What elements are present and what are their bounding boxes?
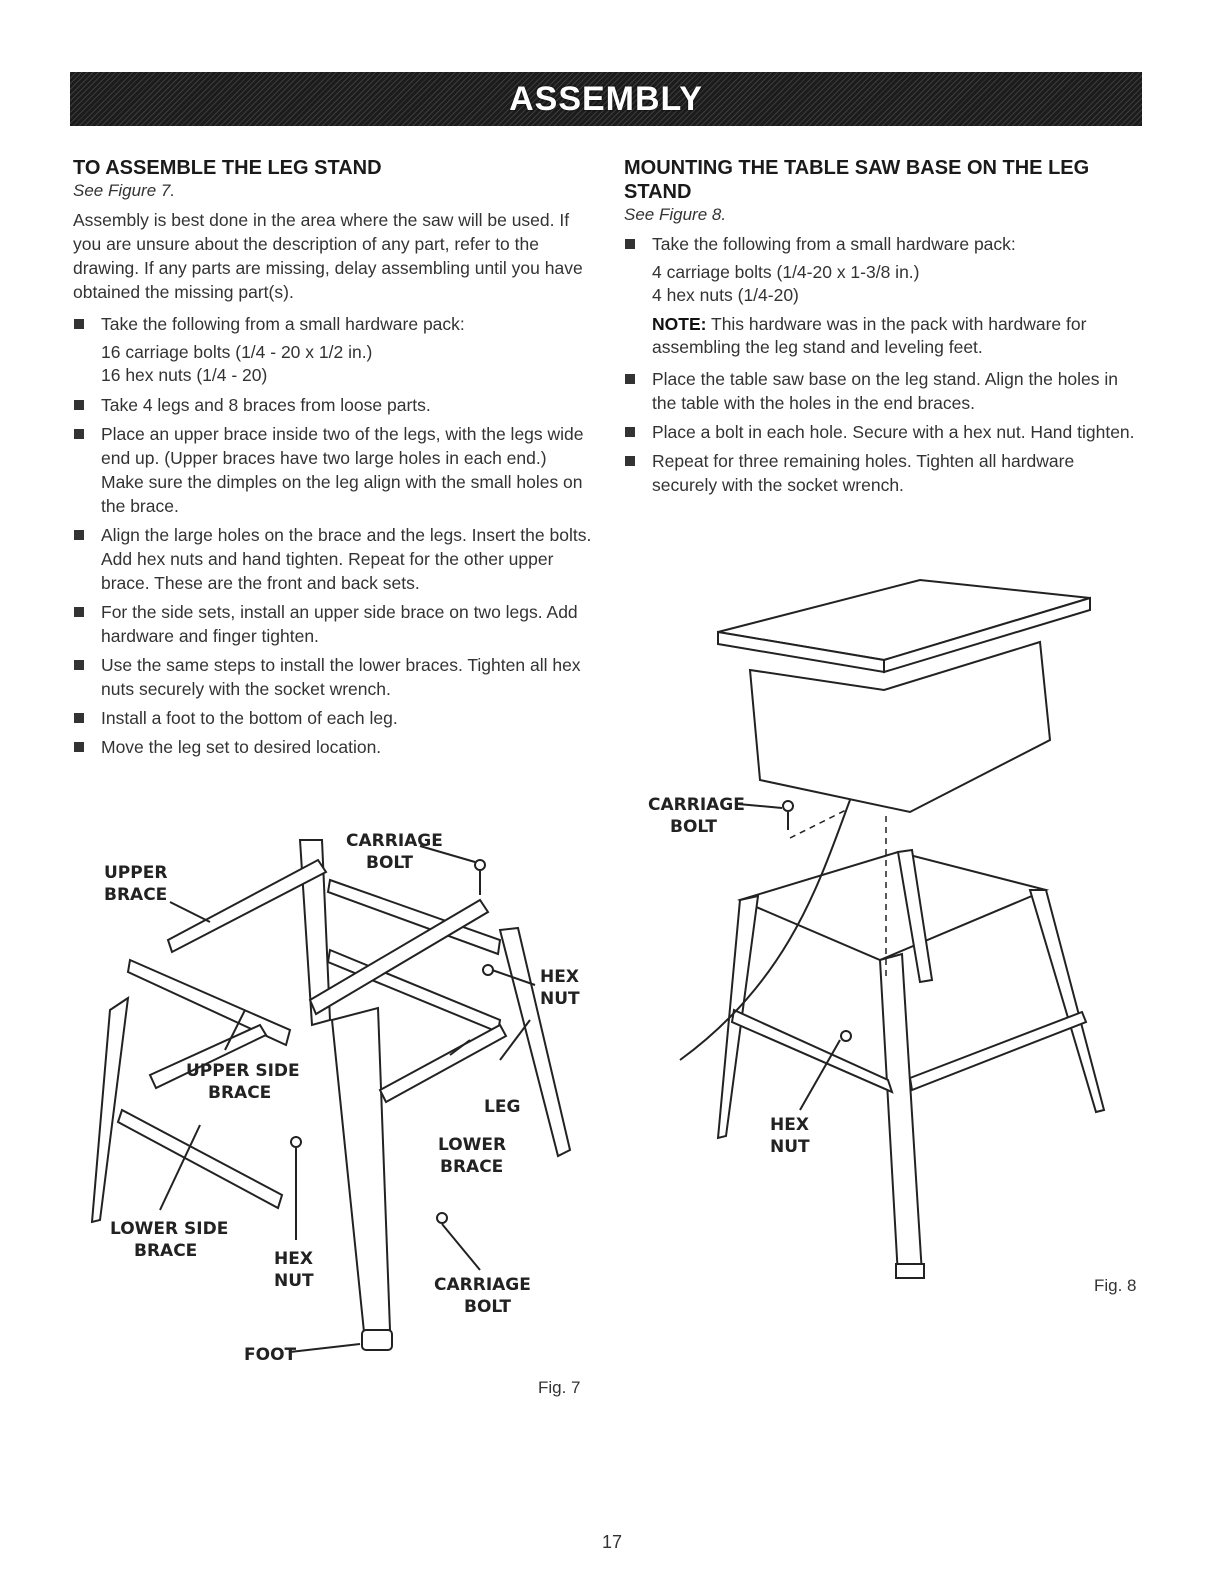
- stand-lower-brace-left: [732, 1010, 892, 1092]
- mount-step-4: Repeat for three remaining holes. Tighten all hardware securely with the socket wrench.: [624, 449, 1144, 497]
- leg-step-8: Move the leg set to desired location.: [73, 735, 593, 759]
- leader-foot: [290, 1344, 360, 1352]
- label-lower: LOWER: [438, 1135, 507, 1155]
- leg-hardware-bolts: 16 carriage bolts (1/4 - 20 x 1/2 in.): [101, 342, 373, 362]
- leg-step-2: Take 4 legs and 8 braces from loose parts.: [73, 393, 593, 417]
- see-figure-8: See Figure 8.: [624, 205, 727, 224]
- mount-note: [624, 313, 1144, 359]
- mounting-steps-cont: [624, 367, 1144, 497]
- mount-hardware-list: [624, 261, 1144, 307]
- upper-brace-part: [168, 860, 326, 952]
- label-bolt-2: BOLT: [464, 1297, 512, 1317]
- label-brace: BRACE: [104, 885, 168, 905]
- figure-8-mounting-diagram: [640, 560, 1160, 1300]
- carriage-bolt-part-2: [437, 1213, 447, 1223]
- mount-step-3: Place a bolt in each hole. Secure with a hex nut. Hand tighten.: [624, 420, 1144, 444]
- mount-step-2: Place the table saw base on the leg stand. Align the holes in the table with the holes in the end braces.: [624, 367, 1144, 415]
- leader-leg: [500, 1020, 530, 1060]
- mount-step-1: Take the following from a small hardware pack:: [624, 232, 1144, 256]
- leg-stand-intro: Assembly is best done in the area where the saw will be used. If you are unsure about the description of any part, refer to the drawing. If any parts are missing, delay assembling until you have obtained the missing part(s).: [73, 210, 583, 302]
- leg-front: [332, 1008, 390, 1332]
- label-hex: HEX: [540, 967, 579, 987]
- see-figure-7: See Figure 7.: [73, 181, 176, 200]
- leg-stand-section: [73, 156, 593, 764]
- figure-7-leg-stand-diagram: [60, 820, 620, 1380]
- label-upper-side: UPPER SIDE: [186, 1061, 300, 1081]
- leader-upper-brace: [170, 902, 210, 922]
- label-foot: FOOT: [244, 1345, 297, 1365]
- page-number: 17: [601, 1532, 623, 1552]
- mounting-section: [624, 156, 1144, 502]
- stand-leg-right: [1030, 890, 1104, 1112]
- stand-leg-front: [880, 954, 922, 1276]
- mount-hardware-nuts: 4 hex nuts (1/4-20): [652, 285, 799, 305]
- label-carriage: CARRIAGE: [346, 831, 443, 851]
- lower-side-brace-part: [118, 1110, 282, 1208]
- label-hex-2: HEX: [274, 1249, 313, 1269]
- foot-part: [362, 1330, 392, 1350]
- leg-back-right: [500, 928, 570, 1156]
- stand-lower-brace-right: [910, 1012, 1086, 1090]
- label-upper-side-brace: BRACE: [208, 1083, 272, 1103]
- label-lower-side: LOWER SIDE: [110, 1219, 229, 1239]
- mount-hardware-bolts: 4 carriage bolts (1/4-20 x 1-3/8 in.): [652, 262, 920, 282]
- lower-front-brace-part: [380, 1025, 506, 1102]
- leg-step-3: Place an upper brace inside two of the legs, with the legs wide end up. (Upper braces have two large holes in each end.) Make sure the dimples on the leg align with the small holes on the brace.: [73, 422, 593, 518]
- hex-nut-part: [483, 965, 493, 975]
- leg-stand-heading: TO ASSEMBLE THE LEG STAND: [73, 157, 382, 179]
- leg-hardware-list: [73, 341, 593, 387]
- figure-8-caption: Fig. 8: [1094, 1276, 1137, 1295]
- label-nut: NUT: [540, 989, 580, 1009]
- leg-step-6: Use the same steps to install the lower braces. Tighten all hex nuts securely with the socket wrench.: [73, 653, 593, 701]
- leader-carriage-bolt-2: [442, 1224, 480, 1270]
- label-lower-side-brace: BRACE: [134, 1241, 198, 1261]
- front-upper-brace-part: [128, 960, 290, 1045]
- section-banner: [70, 72, 1142, 126]
- note-text: This hardware was in the pack with hardware for assembling the leg stand and leveling feet.: [652, 314, 1087, 357]
- leg-step-7: Install a foot to the bottom of each leg.: [73, 706, 593, 730]
- leg-stand-steps: [73, 312, 593, 336]
- label-lower-brace: BRACE: [440, 1157, 504, 1177]
- leg-step-1: Take the following from a small hardware pack:: [73, 312, 593, 336]
- label-bolt: BOLT: [366, 853, 414, 873]
- leg-step-4: Align the large holes on the brace and the legs. Insert the bolts. Add hex nuts and hand tighten. Repeat for the other upper brace. These are the front and back sets.: [73, 523, 593, 595]
- label-nut-2: NUT: [274, 1271, 314, 1291]
- hex-nut-part: [841, 1031, 851, 1041]
- leg-hardware-nuts: 16 hex nuts (1/4 - 20): [101, 365, 268, 385]
- hex-nut-part-2: [291, 1137, 301, 1147]
- label-bolt: BOLT: [670, 817, 718, 837]
- figure-7-caption: Fig. 7: [538, 1378, 581, 1397]
- mounting-steps: [624, 232, 1144, 256]
- mounting-heading: MOUNTING THE TABLE SAW BASE ON THE LEG STAND: [624, 157, 1090, 203]
- label-hex: HEX: [770, 1115, 809, 1135]
- note-label: NOTE:: [652, 314, 707, 334]
- label-carriage-2: CARRIAGE: [434, 1275, 531, 1295]
- section-title: ASSEMBLY: [509, 79, 703, 118]
- leg-stand-steps-cont: [73, 393, 593, 759]
- label-carriage: CARRIAGE: [648, 795, 745, 815]
- leg-step-5: For the side sets, install an upper side brace on two legs. Add hardware and finger tighten.: [73, 600, 593, 648]
- stand-foot: [896, 1264, 924, 1278]
- label-nut: NUT: [770, 1137, 810, 1157]
- carriage-bolt-part: [475, 860, 485, 870]
- label-leg: LEG: [484, 1097, 521, 1117]
- label-upper: UPPER: [104, 863, 168, 883]
- carriage-bolt-part: [783, 801, 793, 811]
